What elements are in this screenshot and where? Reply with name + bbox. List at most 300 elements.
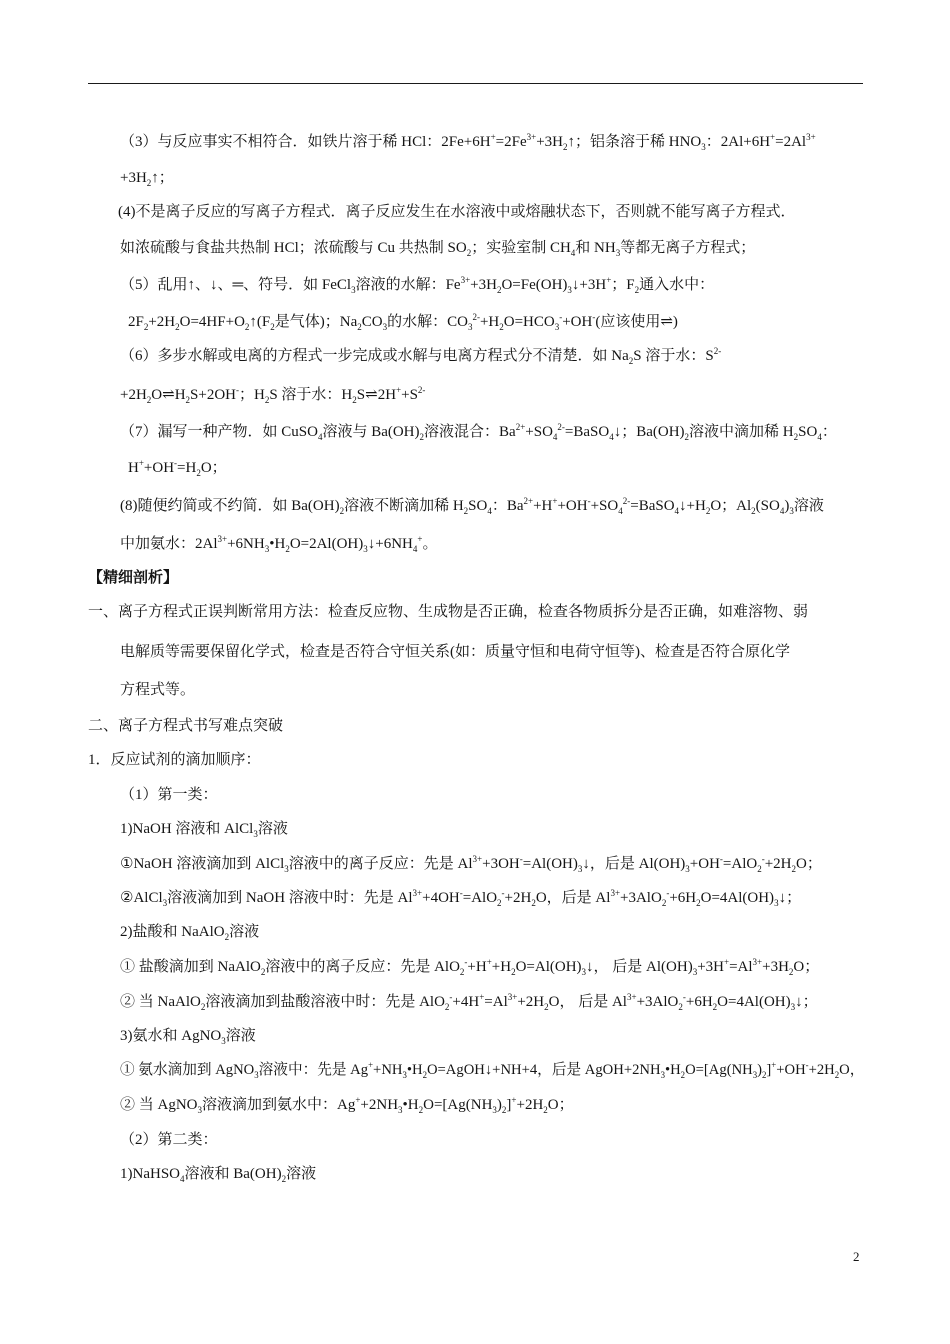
- subscript: 3: [363, 544, 368, 554]
- text-run: •H: [664, 1062, 681, 1078]
- superscript: -: [501, 888, 505, 898]
- case-3-step-1: [120, 1060, 864, 1080]
- superscript: 2+: [515, 422, 526, 432]
- text-run: +2H: [148, 314, 176, 330]
- subscript: 2: [628, 356, 634, 366]
- line-text: [120, 1095, 574, 1115]
- text-run: （7）漏写一种产物．如 CuSO: [120, 424, 318, 440]
- superscript: +: [770, 132, 776, 142]
- text-run: （6）多步水解或电离的方程式一步完成或水解与电离方程式分不清楚．如 Na: [120, 348, 629, 364]
- case-1-step-1: [120, 854, 864, 874]
- line-text: [120, 992, 818, 1012]
- subscript: 4: [570, 248, 576, 258]
- text-run: +2H: [517, 994, 545, 1010]
- subscript: 4: [609, 432, 614, 442]
- part-1-line-2: [120, 642, 864, 662]
- subscript: 2: [531, 898, 536, 908]
- text-run: =AlO: [722, 856, 758, 872]
- line-text: [120, 785, 218, 805]
- subscript: 2: [499, 322, 504, 332]
- text-run: S 溶于水：S: [633, 348, 714, 364]
- superscript: +: [771, 1060, 777, 1070]
- item-7-line-2: [128, 458, 864, 478]
- text-run: 溶液滴加到氨水中：Ag: [202, 1097, 356, 1113]
- superscript: +: [490, 132, 496, 142]
- text-run: +3H: [697, 959, 724, 975]
- subscript: 2: [285, 544, 290, 554]
- subscript: 3: [554, 322, 560, 332]
- line-text: [120, 642, 790, 662]
- item-5-line-1: [120, 275, 864, 295]
- subscript: 2: [661, 898, 667, 908]
- subscript: 4: [674, 506, 680, 516]
- subscript: 2: [793, 432, 799, 442]
- case-1-step-2: [120, 888, 864, 908]
- subscript: 3: [398, 1105, 403, 1115]
- text-run: ② 当 AgNO: [120, 1097, 198, 1113]
- text-run: +2H: [120, 387, 147, 403]
- text-run: +SO: [525, 424, 553, 440]
- superscript: 2-: [557, 422, 565, 432]
- subscript: 2: [419, 432, 425, 442]
- text-run: +4OH: [422, 890, 460, 906]
- text-run: O⇌H: [151, 387, 186, 403]
- superscript: +: [486, 957, 492, 967]
- text-run: O=2Al(OH): [289, 536, 364, 552]
- text-run: S 溶于水：H: [269, 387, 353, 403]
- subscript: 2: [339, 506, 345, 516]
- text-run: +3H: [536, 134, 563, 150]
- text-run: +2H: [504, 890, 532, 906]
- text-run: S⇌2H: [356, 387, 397, 403]
- superscript: -: [519, 854, 523, 864]
- subsection-1-heading: [88, 750, 864, 770]
- text-run: ↓；: [778, 890, 802, 906]
- text-run: 溶液: [229, 924, 260, 940]
- text-run: O， 后是 Al: [548, 994, 627, 1010]
- superscript: +: [138, 458, 144, 468]
- subscript: 3: [162, 898, 168, 908]
- text-run: 溶液: [286, 1166, 317, 1182]
- subscript: 2: [757, 864, 762, 874]
- text-run: (4)不是离子反应的写离子方程式．离子反应发生在水溶液中或熔融状态下，否则就不能写离子方程式．: [118, 204, 796, 220]
- text-run: +OH: [689, 856, 720, 872]
- superscript: -: [682, 992, 686, 1002]
- part-1-line-3: [120, 680, 864, 700]
- text-run: 1)NaHSO: [120, 1166, 180, 1182]
- category-2-heading: [120, 1130, 864, 1150]
- subscript: 2: [422, 1070, 427, 1080]
- item-4-line-2: [120, 238, 864, 258]
- line-text: [120, 1130, 218, 1150]
- text-run: 溶液的水解：Fe: [355, 277, 461, 293]
- text-run: +H: [533, 498, 553, 514]
- subscript: 3: [685, 864, 690, 874]
- superscript: 3+: [460, 275, 471, 285]
- subscript: 2: [352, 395, 357, 405]
- text-run: •H: [406, 1062, 423, 1078]
- subscript: 2: [543, 1105, 548, 1115]
- subscript: 3: [774, 898, 779, 908]
- superscript: -: [719, 854, 723, 864]
- text-run: 等都无离子方程式；: [620, 240, 756, 256]
- text-run: O，: [839, 1062, 864, 1078]
- subscript: 2: [712, 1002, 718, 1012]
- text-run: O；: [547, 1097, 574, 1113]
- text-run: =BaSO: [630, 498, 675, 514]
- text-run: H: [128, 460, 139, 476]
- subscript: 2: [146, 395, 152, 405]
- subscript: 2: [200, 1002, 206, 1012]
- section-heading: [88, 568, 864, 588]
- subscript: 2: [544, 1002, 549, 1012]
- subscript: 3: [692, 967, 698, 977]
- text-run: =AlO: [462, 890, 498, 906]
- subscript: 3: [264, 544, 270, 554]
- text-run: +H: [479, 314, 500, 330]
- line-text: [88, 602, 808, 622]
- text-run: 。: [422, 536, 438, 552]
- text-run: ① 氨水滴加到 AgNO: [120, 1062, 255, 1078]
- text-run: SO: [798, 424, 818, 440]
- superscript: 2+: [523, 496, 534, 506]
- text-run: 2)盐酸和 NaAlO: [120, 924, 225, 940]
- text-run: 和 NH: [575, 240, 616, 256]
- text-run: ↑；铝条溶于稀 HNO: [567, 134, 702, 150]
- text-run: +S: [401, 387, 418, 403]
- text-run: 二、离子方程式书写难点突破: [88, 718, 284, 734]
- subscript: 2: [463, 506, 469, 516]
- subscript: 4: [817, 432, 822, 442]
- superscript: 3+: [507, 992, 518, 1002]
- subscript: 2: [791, 864, 796, 874]
- line-text: [120, 346, 721, 366]
- superscript: -: [587, 496, 591, 506]
- subscript: 3: [615, 248, 621, 258]
- text-run: O，后是 Al: [535, 890, 611, 906]
- text-run: 溶液: [257, 821, 288, 837]
- superscript: 3+: [217, 534, 228, 544]
- subscript: 2: [418, 1105, 424, 1115]
- text-run: =H: [177, 460, 197, 476]
- line-text: [120, 957, 819, 977]
- superscript: +: [396, 385, 402, 395]
- text-run: ): [784, 498, 790, 514]
- text-run: ② 当 NaAlO: [120, 994, 201, 1010]
- item-7-line-1: [120, 422, 864, 442]
- superscript: -: [236, 385, 239, 395]
- text-run: +NH: [373, 1062, 403, 1078]
- text-run: +SO: [590, 498, 619, 514]
- text-run: +3OH: [482, 856, 520, 872]
- text-run: 电解质等需要保留化学式，检查是否符合守恒关系(如：质量守恒和电荷守恒等)、检查是否符合原化学: [120, 644, 790, 660]
- text-run: 中加氨水：2Al: [120, 536, 218, 552]
- text-run: +H: [491, 959, 512, 975]
- text-run: ↑(F: [249, 314, 271, 330]
- text-run: +2H: [516, 1097, 544, 1113]
- text-run: ：: [821, 424, 837, 440]
- text-run: ；H: [239, 387, 265, 403]
- text-run: =Al: [729, 959, 753, 975]
- subscript: 4: [412, 544, 418, 554]
- text-run: 是气体)；Na: [274, 314, 358, 330]
- line-text: [120, 275, 714, 295]
- text-run: ②AlCl: [120, 890, 163, 906]
- part-1-line-1: [88, 602, 864, 622]
- line-text: [120, 888, 801, 908]
- text-run: +3AlO: [620, 890, 662, 906]
- superscript: +: [368, 1060, 374, 1070]
- item-6-line-2: [120, 385, 864, 405]
- subscript: 2: [281, 1174, 287, 1184]
- text-run: ]: [506, 1097, 512, 1113]
- text-run: 溶液混合：Ba: [424, 424, 516, 440]
- text-run: +OH: [776, 1062, 806, 1078]
- text-run: ：Ba: [491, 498, 524, 514]
- text-run: 溶液与 Ba(OH): [322, 424, 420, 440]
- text-run: =BaSO: [564, 424, 610, 440]
- line-text: [88, 568, 178, 588]
- subscript: 3: [382, 322, 388, 332]
- subscript: 3: [660, 1070, 665, 1080]
- subscript: 2: [244, 322, 250, 332]
- text-run: 的水解：CO: [387, 314, 468, 330]
- superscript: 3+: [752, 957, 763, 967]
- case-3-title: [120, 1026, 864, 1046]
- line-text: [120, 534, 437, 554]
- subscript: 2: [264, 395, 270, 405]
- text-run: ；实验室制 CH: [471, 240, 571, 256]
- text-run: （2）第二类：: [120, 1132, 218, 1148]
- subscript: 3: [567, 285, 572, 295]
- superscript: +: [552, 496, 558, 506]
- subscript: 2: [185, 395, 191, 405]
- subscript: 2: [196, 468, 201, 478]
- subscript: 2: [562, 142, 568, 152]
- line-text: [120, 132, 816, 152]
- subscript: 2: [459, 967, 465, 977]
- text-run: ↑；: [151, 170, 174, 186]
- subscript: 3: [581, 967, 587, 977]
- subscript: 2: [680, 1070, 686, 1080]
- item-5-line-2: [128, 312, 864, 332]
- subscript: 4: [779, 506, 785, 516]
- subscript: 3: [790, 1002, 796, 1012]
- subscript: 3: [752, 1070, 758, 1080]
- text-run: •H: [402, 1097, 419, 1113]
- text-run: (SO: [755, 498, 780, 514]
- subscript: 2: [496, 285, 502, 295]
- superscript: +: [479, 992, 485, 1002]
- superscript: 2-: [417, 385, 426, 395]
- text-run: •H: [269, 536, 286, 552]
- subscript: 3: [789, 506, 794, 516]
- text-run: +3AlO: [636, 994, 679, 1010]
- subscript: 3: [351, 285, 356, 295]
- subscript: 2: [357, 322, 362, 332]
- text-run: +H: [467, 959, 487, 975]
- superscript: -: [805, 1060, 809, 1070]
- text-run: +2NH: [360, 1097, 399, 1113]
- subscript: 3: [221, 1036, 226, 1046]
- text-run: 一、离子方程式正误判断常用方法：检查反应物、生成物是否正确，检查各物质拆分是否正确，如难溶物、弱: [88, 604, 809, 620]
- text-run: ↓；: [795, 994, 818, 1010]
- text-run: O=4HF+O: [179, 314, 245, 330]
- subscript: 2: [684, 432, 690, 442]
- text-run: 通入水中：: [639, 277, 715, 293]
- text-run: O；: [200, 460, 227, 476]
- text-run: ①NaOH 溶液滴加到 AlCl: [120, 856, 285, 872]
- text-run: O=Fe(OH): [501, 277, 568, 293]
- item-6-line-1: [120, 346, 864, 366]
- subscript: 2: [501, 1105, 507, 1115]
- text-run: O=[Ag(NH: [423, 1097, 493, 1113]
- text-run: O；: [793, 959, 820, 975]
- text-run: 方程式等。: [120, 682, 196, 698]
- part-2-heading: [88, 716, 864, 736]
- subscript: 2: [696, 898, 701, 908]
- subscript: 2: [751, 506, 756, 516]
- text-run: ：2Al+6H: [705, 134, 771, 150]
- subscript: 4: [180, 1174, 185, 1184]
- text-run: =Al(OH): [522, 856, 578, 872]
- subscript: 3: [284, 864, 289, 874]
- text-run: ↓，后是 Al(OH): [582, 856, 686, 872]
- line-text: [88, 750, 261, 770]
- subscript: 2: [761, 1070, 767, 1080]
- text-run: 溶液滴加到 NaOH 溶液中时：先是 Al: [167, 890, 413, 906]
- item-3-line-2: [120, 168, 864, 188]
- line-text: [88, 716, 283, 736]
- category-2-case-1-title: [120, 1164, 864, 1184]
- text-run: ；F: [611, 277, 635, 293]
- text-run: 1)NaOH 溶液和 AlCl: [120, 821, 254, 837]
- text-run: (8)随便约简或不约简．如 Ba(OH): [120, 498, 340, 514]
- text-run: +6NH: [227, 536, 265, 552]
- text-run: ① 盐酸滴加到 NaAlO: [120, 959, 261, 975]
- text-run: O；: [796, 856, 822, 872]
- subscript: 2: [270, 322, 275, 332]
- text-run: =Al: [484, 994, 508, 1010]
- text-run: CO: [361, 314, 383, 330]
- case-2-step-1: [120, 957, 864, 977]
- text-run: ): [496, 1097, 502, 1113]
- text-run: ↓+3H: [571, 277, 607, 293]
- subscript: 2: [146, 178, 152, 188]
- line-text: [120, 854, 822, 874]
- line-text: [120, 922, 259, 942]
- superscript: 2-: [713, 346, 722, 356]
- text-run: O=Al(OH): [515, 959, 582, 975]
- subscript: 2: [788, 967, 794, 977]
- text-run: ↓；Ba(OH): [613, 424, 685, 440]
- text-run: =2Al: [775, 134, 807, 150]
- subscript: 2: [705, 506, 711, 516]
- text-run: 溶液: [793, 498, 824, 514]
- text-run: O=HCO: [503, 314, 555, 330]
- text-run: 溶液中滴加稀 H: [689, 424, 794, 440]
- line-text: [120, 385, 425, 405]
- text-run: 溶液中的离子反应：先是 Al: [288, 856, 473, 872]
- superscript: -: [761, 854, 765, 864]
- line-text: [128, 458, 227, 478]
- line-text: [120, 680, 195, 700]
- text-run: O=[Ag(NH: [685, 1062, 753, 1078]
- line-text: [120, 1060, 864, 1080]
- line-text: [120, 819, 288, 839]
- subscript: 4: [552, 432, 558, 442]
- subscript: 3: [492, 1105, 497, 1115]
- case-3-step-2: [120, 1095, 864, 1115]
- subscript: 4: [487, 506, 492, 516]
- subscript: 3: [197, 1105, 202, 1115]
- text-run: +2H: [808, 1062, 835, 1078]
- subscript: 2: [497, 898, 502, 908]
- line-text: [120, 422, 837, 442]
- text-run: O=4Al(OH): [717, 994, 791, 1010]
- text-run: 溶液不断滴加稀 H: [344, 498, 464, 514]
- text-run: ]: [766, 1062, 772, 1078]
- superscript: +: [511, 1095, 517, 1105]
- line-text: [120, 238, 755, 258]
- text-run: +2H: [764, 856, 792, 872]
- subscript: 2: [143, 322, 149, 332]
- item-3-line-1: [120, 132, 864, 152]
- text-run: 【精细剖析】: [88, 570, 179, 586]
- subscript: 3: [577, 864, 583, 874]
- superscript: 3+: [472, 854, 483, 864]
- case-2-title: [120, 922, 864, 942]
- superscript: 2-: [622, 496, 631, 506]
- subscript: 3: [402, 1070, 407, 1080]
- text-run: （5）乱用↑、↓、═、符号．如 FeCl: [120, 277, 352, 293]
- superscript: 3+: [610, 888, 621, 898]
- superscript: +: [724, 957, 730, 967]
- category-1-heading: [120, 785, 864, 805]
- subscript: 2: [444, 1002, 450, 1012]
- line-text: [128, 312, 678, 332]
- text-run: 3)氨水和 AgNO: [120, 1028, 222, 1044]
- superscript: -: [174, 458, 178, 468]
- line-text: [120, 1026, 256, 1046]
- line-text: [120, 496, 824, 516]
- item-8-line-1: [120, 496, 864, 516]
- superscript: +: [606, 275, 612, 285]
- text-run: (应该使用⇌): [595, 314, 678, 330]
- subscript: 3: [254, 1070, 259, 1080]
- text-run: S+2OH: [190, 387, 236, 403]
- item-4-line-1: [118, 202, 864, 222]
- subscript: 2: [466, 248, 472, 258]
- text-run: 溶液和 Ba(OH): [184, 1166, 282, 1182]
- text-run: 2F: [128, 314, 144, 330]
- superscript: -: [666, 888, 670, 898]
- text-run: +4H: [452, 994, 480, 1010]
- subscript: 2: [634, 285, 640, 295]
- text-run: =2Fe: [495, 134, 527, 150]
- subscript: 2: [175, 322, 180, 332]
- superscript: 3+: [626, 992, 637, 1002]
- page-number: 2: [853, 1249, 860, 1264]
- line-text: [120, 168, 174, 188]
- text-run: （3）与反应事实不相符合．如铁片溶于稀 HCl：2Fe+6H: [120, 134, 491, 150]
- superscript: 3+: [412, 888, 423, 898]
- subscript: 2: [834, 1070, 840, 1080]
- text-run: （1）第一类：: [120, 787, 218, 803]
- subscript: 2: [260, 967, 266, 977]
- text-run: 溶液: [225, 1028, 256, 1044]
- text-run: 溶液滴加到盐酸溶液中时：先是 AlO: [205, 994, 445, 1010]
